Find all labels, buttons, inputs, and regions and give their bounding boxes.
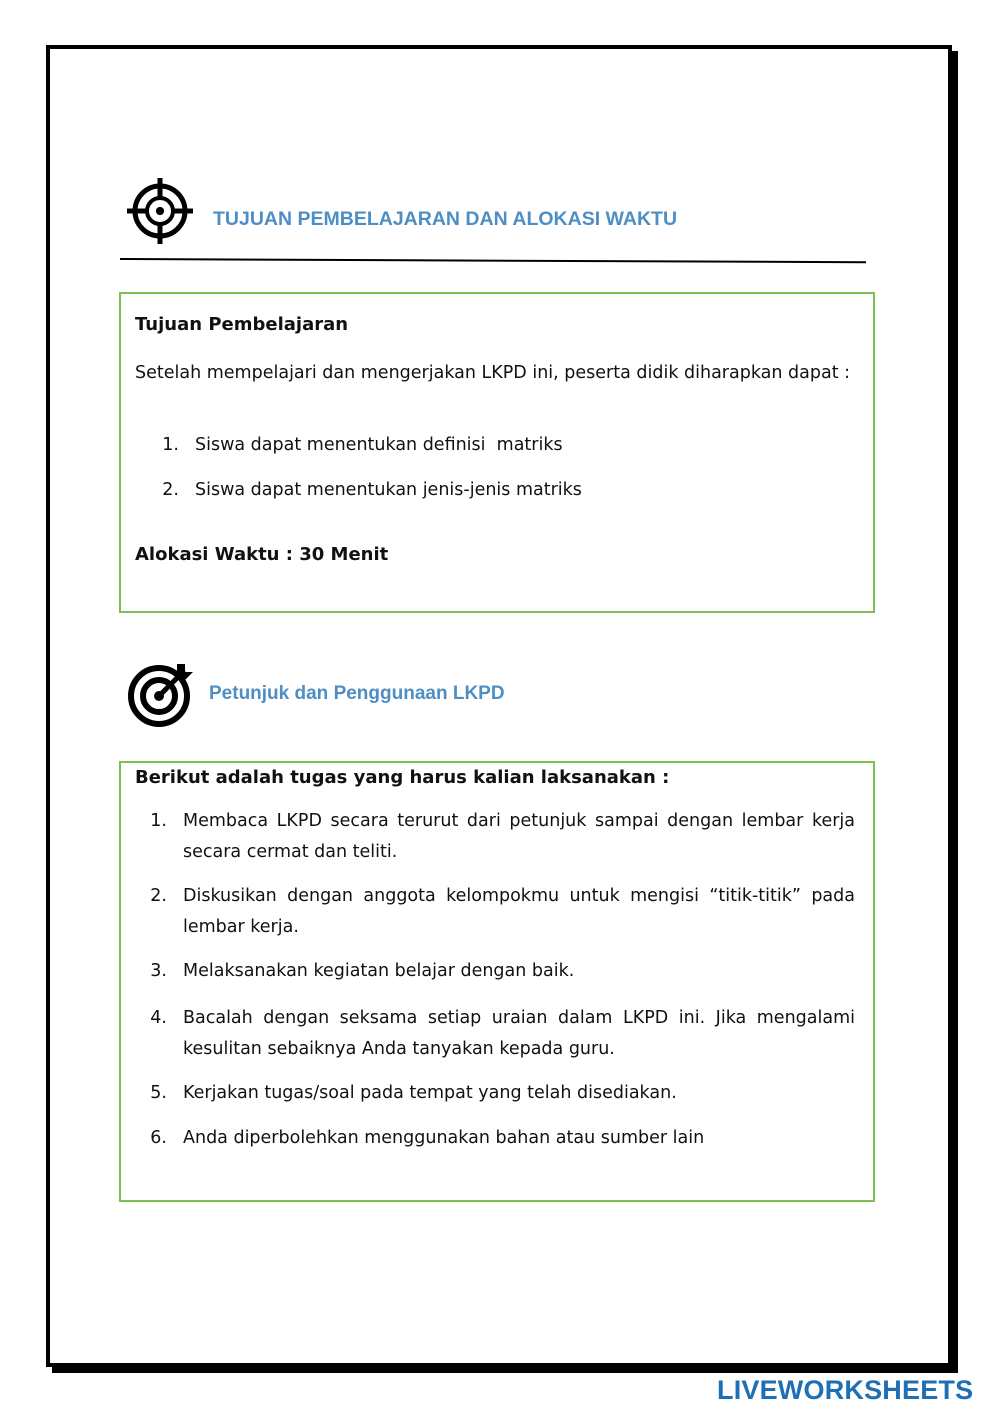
instruction-number: 4.: [150, 1008, 167, 1028]
instruction-number: 6.: [150, 1128, 167, 1148]
instruction-text: Anda diperbolehkan menggunakan bahan atau sumber lain: [183, 1128, 705, 1148]
objective-number: 2.: [162, 480, 179, 500]
instruction-item: [143, 806, 855, 868]
objectives-intro: Setelah mempelajari dan mengerjakan LKPD ini, peserta didik diharapkan dapat :: [135, 363, 851, 383]
bullseye-arrow-icon: [125, 660, 197, 728]
instruction-number: 1.: [150, 811, 167, 831]
objective-item: [155, 475, 845, 506]
target-crosshair-icon: [125, 176, 195, 246]
instruction-number: 5.: [150, 1083, 167, 1103]
instruction-number: 2.: [150, 886, 167, 906]
instruction-text: Diskusikan dengan anggota kelompokmu untuk mengisi “titik-titik” pada lembar kerja.: [183, 886, 855, 937]
instruction-item: [143, 1123, 855, 1154]
liveworksheets-brand[interactable]: [692, 1374, 973, 1406]
instruction-item: [143, 881, 855, 943]
instruction-number: 3.: [150, 961, 167, 981]
objective-text: Siswa dapat menentukan definisi matriks: [195, 435, 563, 455]
section-heading-instructions: Petunjuk dan Penggunaan LKPD: [209, 683, 505, 704]
instruction-text: Membaca LKPD secara terurut dari petunjuk sampai dengan lembar kerja secara cermat dan teliti.: [183, 811, 855, 862]
objective-text: Siswa dapat menentukan jenis-jenis matriks: [195, 480, 582, 500]
time-allocation: Alokasi Waktu : 30 Menit: [135, 544, 389, 565]
instruction-text: Melaksanakan kegiatan belajar dengan baik.: [183, 961, 575, 981]
liveworksheets-wordmark: LIVEWORKSHEETS: [717, 1374, 974, 1405]
instructions-title: Berikut adalah tugas yang harus kalian laksanakan :: [135, 767, 670, 788]
objective-number: 1.: [162, 435, 179, 455]
instruction-item: [143, 1078, 855, 1109]
objective-item: [155, 430, 845, 461]
instruction-text: Kerjakan tugas/soal pada tempat yang telah disediakan.: [183, 1083, 677, 1103]
instruction-text: Bacalah dengan seksama setiap uraian dalam LKPD ini. Jika mengalami kesulitan sebaiknya Anda tanyakan kepada guru.: [183, 1008, 855, 1059]
liveworksheets-logo-icon: [692, 1380, 713, 1401]
instruction-item: [143, 956, 855, 987]
section-heading-objectives: TUJUAN PEMBELAJARAN DAN ALOKASI WAKTU: [213, 208, 678, 230]
objectives-title: Tujuan Pembelajaran: [135, 314, 349, 335]
instruction-item: [143, 1003, 855, 1065]
